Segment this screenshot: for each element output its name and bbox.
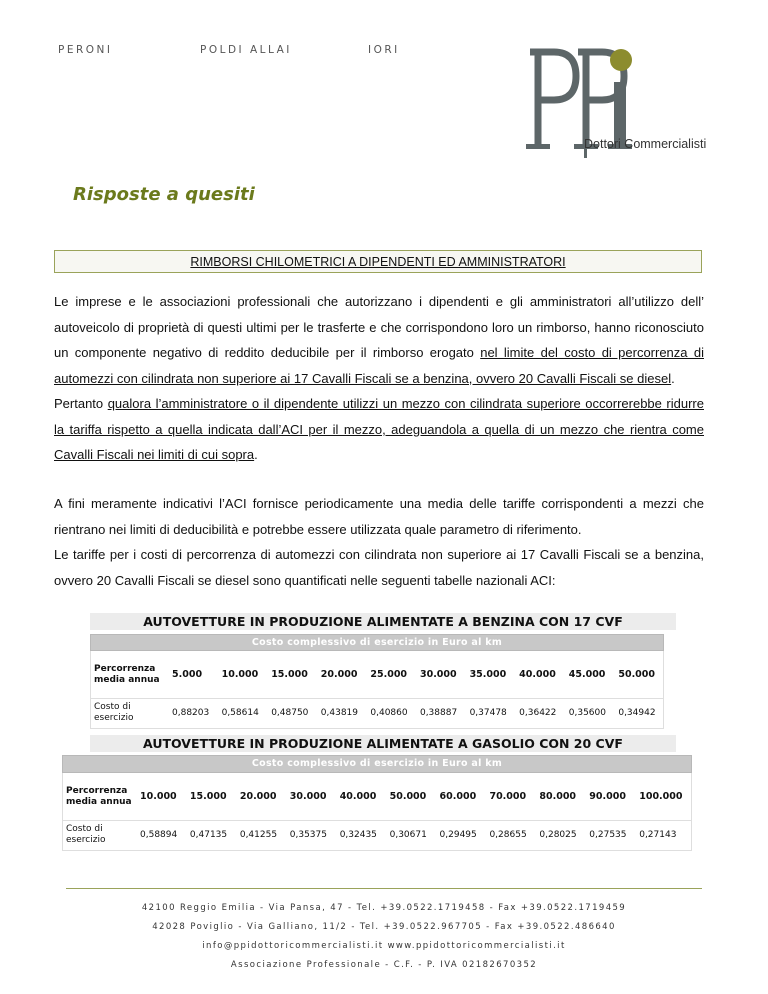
paragraph-3: A fini meramente indicativi l’ACI fornisce periodicamente una media delle tariffe corrispondenti a mezzi che rientrano nei limiti di deducibilità e potrebbe essere utilizzata quale parametro di riferimento. (54, 496, 704, 537)
row-label-km: Percorrenza media annua (94, 663, 160, 685)
km-cell: 50.000 (389, 791, 427, 803)
cost-cell: 0,28025 (535, 820, 585, 850)
km-cell: 70.000 (489, 791, 527, 803)
footer (60, 899, 708, 975)
paragraph-2-start: Pertanto (54, 396, 108, 411)
cost-cell: 0,43819 (317, 698, 367, 728)
cost-cell: 0,30671 (386, 820, 436, 850)
cost-cell: 0,41255 (236, 820, 286, 850)
topic-heading-box (54, 250, 702, 273)
cost-cell: 0,58894 (136, 820, 186, 850)
km-cell: 15.000 (271, 669, 308, 681)
cost-cell: 0,28655 (485, 820, 535, 850)
paragraph-2 (54, 391, 704, 468)
petrol-table-title: AUTOVETTURE IN PRODUZIONE ALIMENTATE A BENZINA CON 17 CVF (90, 613, 676, 630)
table-row (90, 652, 664, 698)
cost-cell: 0,34942 (614, 698, 664, 728)
partner-name: POLDI ALLAI (200, 44, 292, 56)
km-cell: 45.000 (568, 669, 606, 681)
footer-contacts: info@ppidottoricommercialisti.it www.ppidottoricommercialisti.it (202, 941, 566, 951)
km-cell: 25.000 (370, 669, 408, 681)
partner-names (58, 44, 418, 60)
table-row (90, 698, 664, 728)
diesel-table-caption: Costo complessivo di esercizio in Euro al km (62, 755, 692, 773)
cost-cell: 0,47135 (186, 820, 236, 850)
paragraph-1-underlined: nel limite del costo di percorrenza di automezzi con cilindrata non superiore ai 17 Cavalli Fiscali se a benzina, ovvero 20 Cavalli Fiscali se diesel (54, 345, 704, 386)
cost-cell: 0,88203 (168, 698, 218, 728)
cost-cell: 0,27143 (635, 820, 692, 850)
km-cell: 20.000 (320, 669, 358, 681)
km-cell: 100.000 (639, 791, 683, 803)
intro-paragraphs (54, 289, 704, 468)
footer-address-reggio: 42100 Reggio Emilia - Via Pansa, 47 - Tel. +39.0522.1719458 - Fax +39.0522.1719459 (141, 903, 627, 913)
paragraph-1-text: Le imprese e le associazioni professionali che autorizzano i dipendenti e gli amministratori all’utilizzo dell’ autoveicolo di proprietà di questi ultimi per le trasferte e che corrispondono loro un rimborso, hanno riconosciuto un componente negativo di reddito deducibile per il rimborso erogato (54, 294, 704, 360)
row-label-km: Percorrenza media annua (66, 785, 132, 807)
footer-legal: Associazione Professionale - C.F. - P. IVA 02182670352 (230, 960, 538, 970)
km-cell: 5.000 (172, 669, 203, 681)
cost-cell: 0,48750 (267, 698, 317, 728)
km-cell: 10.000 (221, 669, 259, 681)
km-cell: 60.000 (439, 791, 477, 803)
table-row (62, 774, 692, 820)
footer-divider (66, 888, 702, 889)
petrol-table-caption: Costo complessivo di esercizio in Euro al km (90, 634, 664, 651)
cost-cell: 0,27535 (585, 820, 635, 850)
paragraph-1-end: . (671, 370, 675, 386)
cost-cell: 0,35600 (565, 698, 615, 728)
diesel-rates-table (62, 774, 692, 850)
partner-name: IORI (368, 44, 400, 56)
cost-cell: 0,58614 (218, 698, 268, 728)
table-row (62, 820, 692, 850)
km-cell: 30.000 (419, 669, 457, 681)
cost-cell: 0,29495 (436, 820, 486, 850)
row-label-cost: Costo di esercizio (62, 820, 136, 850)
paragraph-1 (54, 289, 704, 391)
km-cell: 30.000 (289, 791, 327, 803)
km-cell: 20.000 (239, 791, 277, 803)
cost-cell: 0,37478 (466, 698, 516, 728)
diesel-table-title: AUTOVETTURE IN PRODUZIONE ALIMENTATE A GASOLIO CON 20 CVF (90, 735, 676, 752)
km-cell: 90.000 (589, 791, 626, 803)
km-cell: 80.000 (539, 791, 577, 803)
reference-paragraphs (54, 491, 704, 593)
km-cell: 35.000 (469, 669, 507, 681)
km-cell: 40.000 (519, 669, 556, 681)
logo-dot-icon (610, 49, 632, 71)
partner-name: PERONI (58, 44, 113, 56)
petrol-rates-table (90, 652, 664, 728)
paragraph-2-end: . (254, 447, 258, 462)
cost-cell: 0,38887 (416, 698, 466, 728)
paragraph-2-underlined: qualora l’amministratore o il dipendente utilizzi un mezzo con cilindrata superiore occorrerebbe ridurre la tariffa rispetto a quella indicata dall’ACI per il mezzo, adeguandola a quella di un mezzo che rientra come Cavalli Fiscali nei limiti di cui sopra (54, 396, 704, 462)
topic-heading: RIMBORSI CHILOMETRICI A DIPENDENTI ED AMMINISTRATORI (190, 255, 566, 269)
km-cell: 40.000 (339, 791, 377, 803)
footer-address-poviglio: 42028 Poviglio - Via Galliano, 11/2 - Tel. +39.0522.967705 - Fax +39.0522.486640 (152, 922, 616, 932)
cost-cell: 0,36422 (515, 698, 565, 728)
paragraph-4: Le tariffe per i costi di percorrenza di automezzi con cilindrata non superiore ai 17 Cavalli Fiscali se a benzina, ovvero 20 Cavalli Fiscali se diesel sono quantificati nelle seguenti tabelle nazionali ACI: (54, 547, 704, 588)
row-label-cost: Costo di esercizio (90, 698, 168, 728)
cost-cell: 0,32435 (336, 820, 386, 850)
cost-cell: 0,40860 (366, 698, 416, 728)
cost-cell: 0,35375 (286, 820, 336, 850)
logo-subtitle: Dottori Commercialisti (584, 137, 707, 151)
section-title: Risposte a quesiti (73, 184, 255, 205)
km-cell: 50.000 (618, 669, 656, 681)
km-cell: 10.000 (140, 791, 177, 803)
km-cell: 15.000 (189, 791, 227, 803)
